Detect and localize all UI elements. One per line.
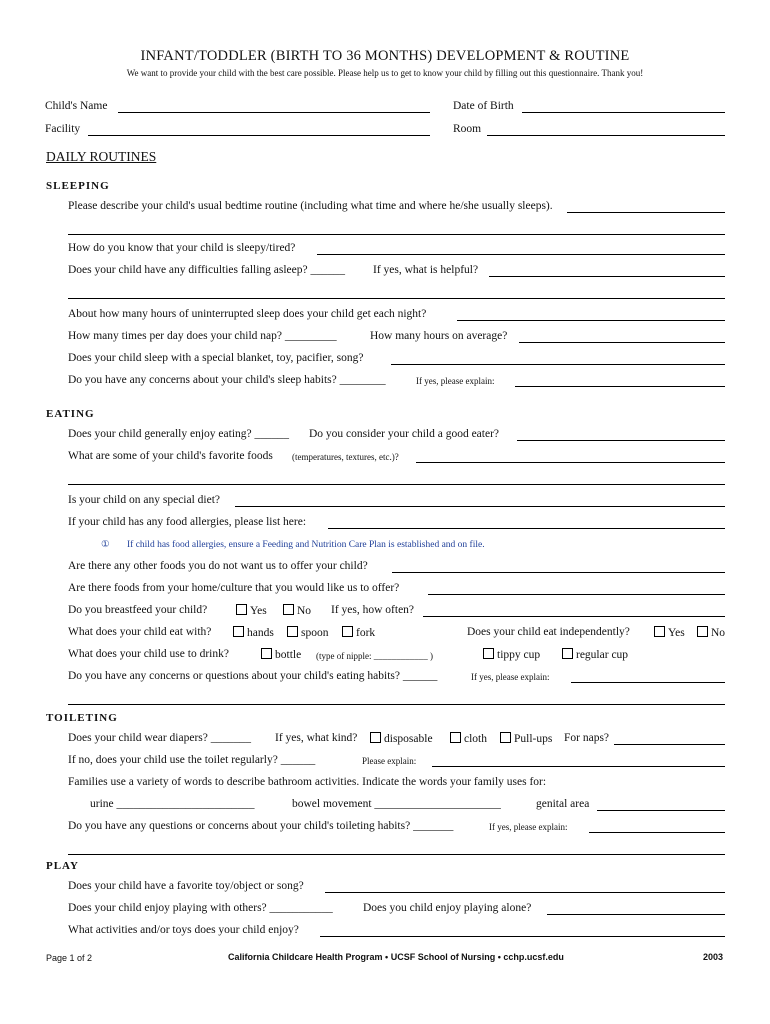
pullups-option[interactable]	[500, 732, 552, 745]
toilet-q4-field[interactable]	[589, 832, 725, 833]
sleep-q3-field-2[interactable]	[68, 298, 725, 299]
play-q2: Does your child enjoy playing with others? ___________	[68, 902, 333, 914]
eat-with-spoon-option[interactable]	[287, 626, 328, 639]
eat-q10b: If yes, please explain:	[471, 672, 550, 682]
play-heading: PLAY	[46, 860, 79, 872]
play-q3-field[interactable]	[320, 936, 725, 937]
toilet-q1: Does your child wear diapers? _______	[68, 732, 251, 744]
form-subtitle: We want to provide your child with the best care possible. Please help us to get to know your child by filling out this questionnaire. Thank you!	[126, 68, 644, 78]
option-label: hands	[247, 627, 274, 639]
independent-no-option[interactable]	[697, 626, 725, 639]
sleep-q3b: If yes, what is helpful?	[373, 264, 479, 276]
sleep-q5: How many times per day does your child nap? _________	[68, 330, 337, 342]
option-label: spoon	[301, 627, 329, 639]
breastfeed-yes-option[interactable]	[236, 604, 267, 617]
eat-q10-field-2[interactable]	[68, 704, 725, 705]
breastfeed-no-label: No	[297, 605, 312, 617]
form-title: INFANT/TODDLER (BIRTH TO 36 MONTHS) DEVELOPMENT & ROUTINE	[140, 48, 630, 64]
eat-q2: What are some of your child's favorite foods	[68, 450, 273, 462]
eat-q5: Are there any other foods you do not want us to offer your child?	[68, 560, 368, 572]
facility-field[interactable]	[88, 135, 430, 136]
sleep-q6: Does your child sleep with a special blanket, toy, pacifier, song?	[68, 352, 364, 364]
play-q2-field[interactable]	[547, 914, 725, 915]
facility-label: Facility	[45, 123, 81, 135]
toilet-q4: Do you have any questions or concerns about your child's toileting habits? _______	[68, 820, 454, 832]
bottle-option[interactable]	[261, 648, 301, 661]
section-title: DAILY ROUTINES	[46, 149, 157, 164]
eat-q1b: Do you consider your child a good eater?	[309, 428, 500, 440]
eat-q3: Is your child on any special diet?	[68, 494, 221, 506]
cloth-option[interactable]	[450, 732, 487, 745]
allergy-tip: If child has food allergies, ensure a Feeding and Nutrition Care Plan is established and on file.	[127, 540, 485, 550]
sleep-q5-field[interactable]	[519, 342, 725, 343]
checkbox-icon[interactable]	[236, 604, 247, 615]
eat-q4: If your child has any food allergies, please list here:	[68, 516, 307, 528]
breastfeed-no-option[interactable]	[283, 604, 311, 617]
genital-field[interactable]	[597, 810, 725, 811]
word-genital: genital area	[536, 798, 590, 810]
toileting-heading: TOILETING	[46, 712, 118, 724]
toilet-q1c: For naps?	[564, 732, 610, 744]
option-label: regular cup	[576, 649, 629, 661]
checkbox-icon[interactable]	[697, 626, 708, 637]
option-label: Yes	[668, 627, 685, 639]
eat-q6: Are there foods from your home/culture that you would like us to offer?	[68, 582, 400, 594]
room-field[interactable]	[487, 135, 725, 136]
eat-q2-field-2[interactable]	[68, 484, 725, 485]
option-label: fork	[356, 627, 376, 639]
tippy-cup-option[interactable]	[483, 648, 540, 661]
eat-q2b: (temperatures, textures, etc.)?	[292, 452, 399, 462]
checkbox-icon[interactable]	[283, 604, 294, 615]
sleeping-heading: SLEEPING	[46, 180, 110, 192]
eat-q6-field[interactable]	[428, 594, 725, 595]
checkbox-icon[interactable]	[233, 626, 244, 637]
child-name-field[interactable]	[118, 112, 430, 113]
checkbox-icon[interactable]	[500, 732, 511, 743]
eat-q7b: If yes, how often?	[331, 604, 415, 616]
eat-q10-field[interactable]	[571, 682, 725, 683]
sleep-q7b: If yes, please explain:	[416, 376, 495, 386]
sleep-q7: Do you have any concerns about your child's sleep habits? ________	[68, 374, 386, 386]
option-label: cloth	[464, 733, 487, 745]
sleep-q3-field[interactable]	[489, 276, 725, 277]
sleep-q2-field[interactable]	[317, 254, 725, 255]
independent-yes-option[interactable]	[654, 626, 685, 639]
sleep-q7-field[interactable]	[515, 386, 725, 387]
checkbox-icon[interactable]	[450, 732, 461, 743]
play-q2b: Does you child enjoy playing alone?	[363, 902, 532, 914]
sleep-q1: Please describe your child's usual bedtime routine (including what time and where he/she usually sleeps).	[68, 200, 553, 212]
word-bowel: bowel movement ______________________	[292, 798, 501, 810]
toilet-q2b: Please explain:	[362, 756, 417, 766]
toilet-q4-field-2[interactable]	[68, 854, 725, 855]
breastfeed-yes-label: Yes	[250, 605, 267, 617]
room-label: Room	[453, 123, 482, 135]
info-icon: ①	[101, 540, 110, 550]
disposable-option[interactable]	[370, 732, 433, 745]
eat-q10: Do you have any concerns or questions about your child's eating habits? ______	[68, 670, 438, 682]
eat-with-hands-option[interactable]	[233, 626, 274, 639]
toilet-q4b: If yes, please explain:	[489, 822, 568, 832]
eat-q8: What does your child eat with?	[68, 626, 212, 638]
eat-q5-field[interactable]	[392, 572, 725, 573]
play-q1: Does your child have a favorite toy/object or song?	[68, 880, 304, 892]
sleep-q1-field-2[interactable]	[68, 234, 725, 235]
eat-q7-field[interactable]	[423, 616, 725, 617]
sleep-q2: How do you know that your child is sleepy/tired?	[68, 242, 296, 254]
option-label: Pull-ups	[514, 733, 553, 745]
sleep-q6-field[interactable]	[391, 364, 725, 365]
toilet-q2-field[interactable]	[432, 766, 725, 767]
regular-cup-option[interactable]	[562, 648, 628, 661]
checkbox-icon[interactable]	[370, 732, 381, 743]
child-name-label: Child's Name	[45, 100, 108, 112]
checkbox-icon[interactable]	[483, 648, 494, 659]
sleep-q3: Does your child have any difficulties falling asleep? ______	[68, 264, 345, 276]
option-label: bottle	[275, 649, 302, 661]
option-label: disposable	[384, 733, 433, 745]
eat-q3-field[interactable]	[235, 506, 725, 507]
eat-q9: What does your child use to drink?	[68, 648, 229, 660]
option-label: tippy cup	[497, 649, 541, 661]
dob-field[interactable]	[522, 112, 725, 113]
eat-q2-field[interactable]	[416, 462, 725, 463]
toilet-q1b: If yes, what kind?	[275, 732, 358, 744]
nipple-type: (type of nipple: ____________ )	[316, 651, 433, 661]
word-urine: urine ________________________	[90, 798, 255, 810]
eat-q7: Do you breastfeed your child?	[68, 604, 208, 616]
toilet-q3: Families use a variety of words to describe bathroom activities. Indicate the words your family uses for:	[68, 776, 547, 788]
footer-credit: California Childcare Health Program • UCSF School of Nursing • cchp.ucsf.edu	[228, 952, 564, 962]
sleep-q1-field[interactable]	[567, 212, 725, 213]
checkbox-icon[interactable]	[654, 626, 665, 637]
eat-q1-field[interactable]	[517, 440, 725, 441]
option-label: No	[711, 627, 726, 639]
sleep-q4-field[interactable]	[457, 320, 725, 321]
eat-with-fork-option[interactable]	[342, 626, 375, 639]
eat-q1: Does your child generally enjoy eating? ______	[68, 428, 289, 440]
play-q3: What activities and/or toys does your child enjoy?	[68, 924, 299, 936]
checkbox-icon[interactable]	[261, 648, 272, 659]
dob-label: Date of Birth	[453, 100, 514, 112]
footer-year: 2003	[703, 952, 724, 962]
play-q1-field[interactable]	[325, 892, 725, 893]
checkbox-icon[interactable]	[342, 626, 353, 637]
checkbox-icon[interactable]	[287, 626, 298, 637]
eating-heading: EATING	[46, 408, 95, 420]
sleep-q5b: How many hours on average?	[370, 330, 508, 342]
page-number: Page 1 of 2	[46, 953, 93, 963]
checkbox-icon[interactable]	[562, 648, 573, 659]
eat-q8b: Does your child eat independently?	[467, 626, 630, 638]
sleep-q4: About how many hours of uninterrupted sleep does your child get each night?	[68, 308, 427, 320]
naps-field[interactable]	[614, 744, 725, 745]
eat-q4-field[interactable]	[328, 528, 725, 529]
toilet-q2: If no, does your child use the toilet regularly? ______	[68, 754, 316, 766]
